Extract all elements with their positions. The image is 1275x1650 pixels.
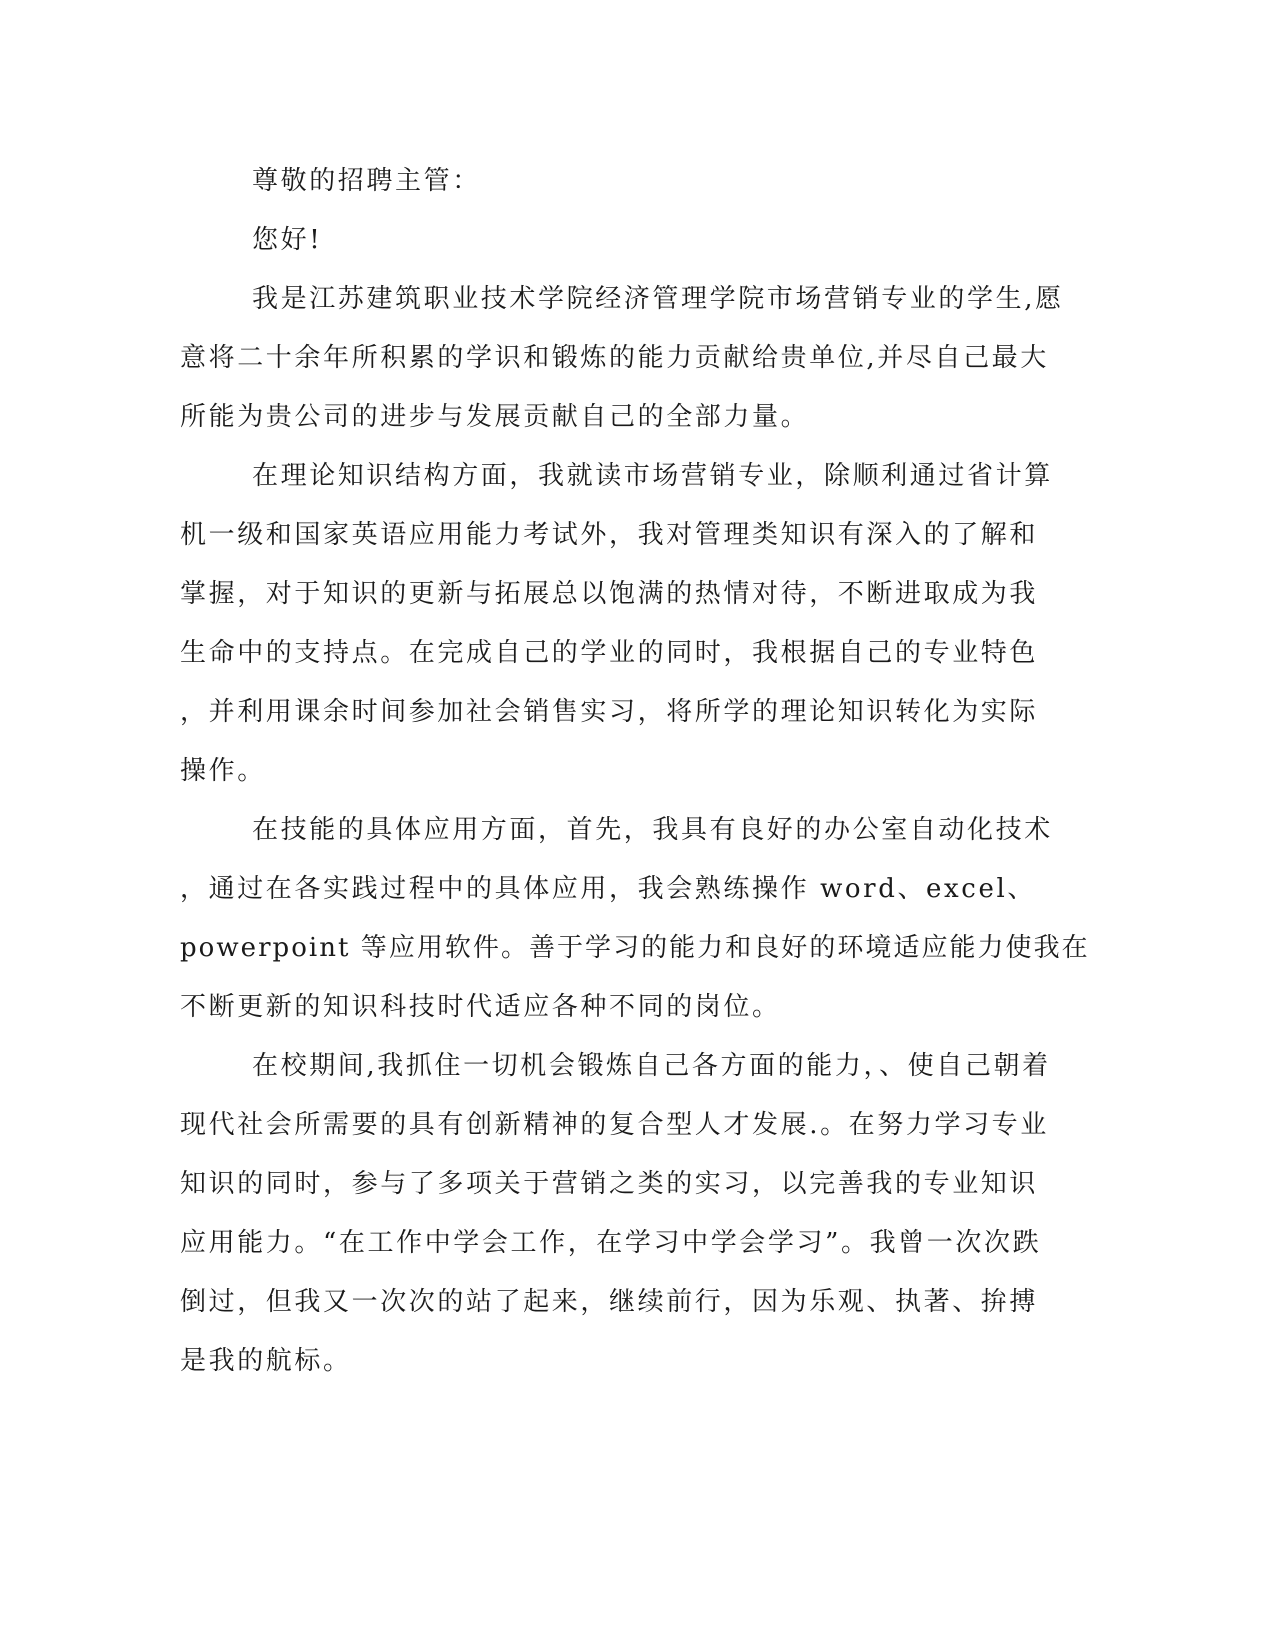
paragraph-line: 机一级和国家英语应用能力考试外，我对管理类知识有深入的了解和 bbox=[180, 520, 1039, 550]
paragraph-line: 在理论知识结构方面，我就读市场营销专业，除顺利通过省计算 bbox=[252, 461, 1053, 491]
paragraph-line: 是我的航标。 bbox=[180, 1346, 352, 1376]
paragraph-line: 意将二十余年所积累的学识和锻炼的能力贡献给贵单位,并尽自己最大 bbox=[180, 343, 1049, 373]
paragraph-line: 应用能力。“在工作中学会工作，在学习中学会学习”。我曾一次次跌 bbox=[180, 1228, 1042, 1258]
paragraph-line: ，并利用课余时间参加社会销售实习，将所学的理论知识转化为实际 bbox=[180, 697, 1039, 727]
paragraph-line: 掌握，对于知识的更新与拓展总以饱满的热情对待，不断进取成为我 bbox=[180, 579, 1039, 609]
paragraph-line: 生命中的支持点。在完成自己的学业的同时，我根据自己的专业特色 bbox=[180, 638, 1039, 668]
paragraph-line: 现代社会所需要的具有创新精神的复合型人才发展.。在努力学习专业 bbox=[180, 1110, 1049, 1140]
paragraph-line: 倒过，但我又一次次的站了起来，继续前行，因为乐观、执著、拚搏 bbox=[180, 1287, 1039, 1317]
paragraph-line: 所能为贵公司的进步与发展贡献自己的全部力量。 bbox=[180, 402, 810, 432]
paragraph-line: 操作。 bbox=[180, 756, 266, 786]
greeting: 您好! bbox=[252, 225, 323, 255]
paragraph-line: ，通过在各实践过程中的具体应用，我会熟练操作 word、excel、 bbox=[180, 874, 1036, 904]
paragraph-line: 不断更新的知识科技时代适应各种不同的岗位。 bbox=[180, 992, 781, 1022]
paragraph-line: powerpoint 等应用软件。善于学习的能力和良好的环境适应能力使我在 bbox=[180, 933, 1090, 963]
paragraph-line: 在技能的具体应用方面，首先，我具有良好的办公室自动化技术 bbox=[252, 815, 1053, 845]
paragraph-line: 知识的同时，参与了多项关于营销之类的实习，以完善我的专业知识 bbox=[180, 1169, 1039, 1199]
paragraph-line: 我是江苏建筑职业技术学院经济管理学院市场营销专业的学生,愿 bbox=[252, 284, 1064, 314]
salutation: 尊敬的招聘主管： bbox=[252, 166, 481, 196]
paragraph-line: 在校期间,我抓住一切机会锻炼自己各方面的能力，、使自己朝着 bbox=[252, 1051, 1051, 1081]
